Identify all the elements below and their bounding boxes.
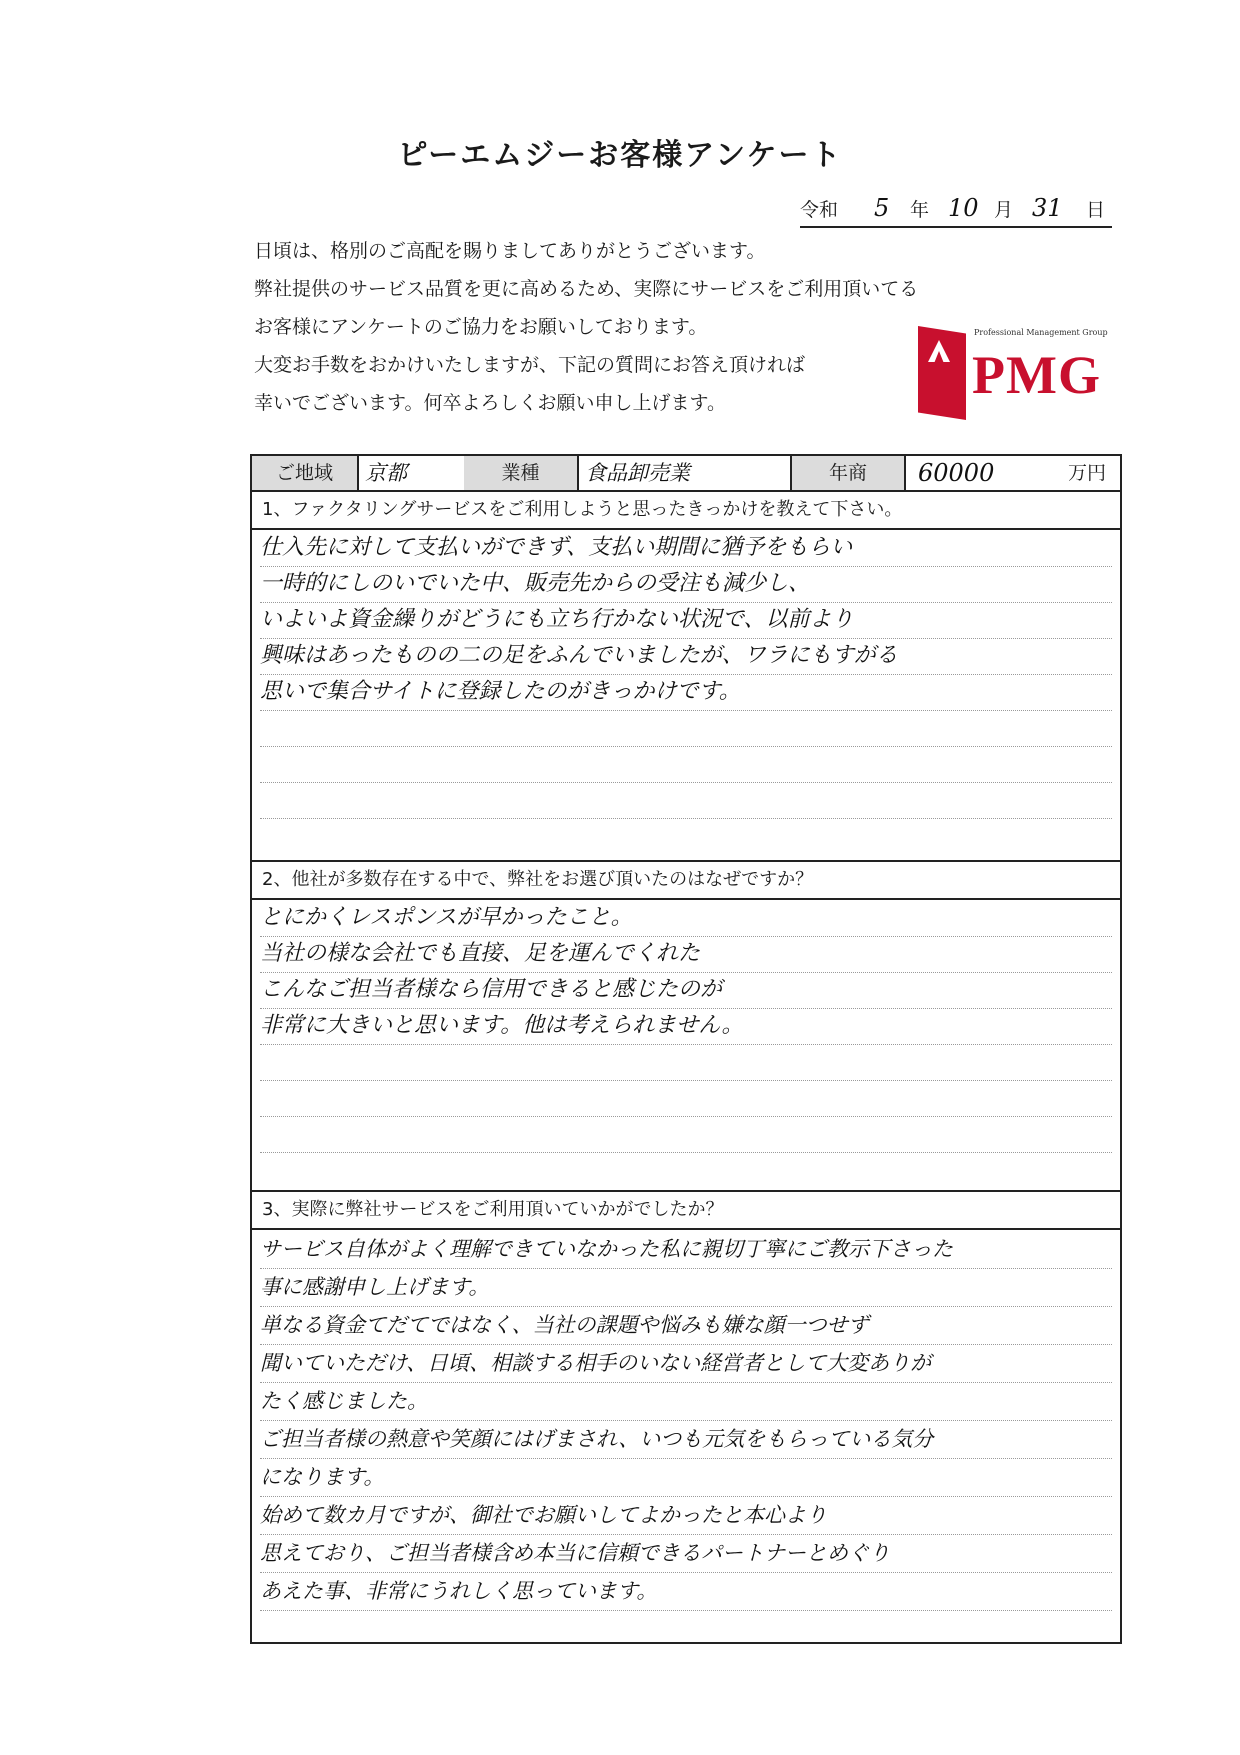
- rule-line: [260, 1610, 1112, 1611]
- answer-line: 思えており、ご担当者様含め本当に信頼できるパートナーとめぐり: [260, 1541, 890, 1565]
- answer-line: 始めて数カ月ですが、御社でお願いしてよかったと本心より: [260, 1503, 827, 1527]
- industry-label: 業種: [464, 456, 579, 490]
- answer-line: たく感じました。: [260, 1389, 428, 1413]
- intro-text: [254, 232, 974, 422]
- answer-line: 事に感謝申し上げます。: [260, 1275, 490, 1299]
- pmg-logo: [918, 322, 1108, 422]
- rule-line: [260, 1152, 1112, 1153]
- answer-line: こんなご担当者様なら信用できると感じたのが: [260, 977, 723, 1002]
- section-q1: [252, 492, 1120, 860]
- answer-line: あえた事、非常にうれしく思っています。: [260, 1579, 658, 1603]
- intro-line: 幸いでございます。何卒よろしくお願い申し上げます。: [254, 392, 726, 414]
- rule-line: [260, 710, 1112, 711]
- date-year: 5: [874, 194, 890, 222]
- logo-tagline: Professional Management Group: [974, 328, 1108, 337]
- rule-line: [260, 1116, 1112, 1117]
- answer-3: [260, 1230, 1110, 1610]
- date-day: 31: [1032, 194, 1063, 222]
- answer-2: [260, 900, 1110, 1044]
- intro-line: お客様にアンケートのご協力をお願いしております。: [254, 316, 708, 338]
- region-label: ご地域: [252, 456, 359, 490]
- date-day-unit: 日: [1086, 199, 1106, 221]
- revenue-unit: 万円: [1067, 462, 1106, 484]
- answer-line: 聞いていただけ、日頃、相談する相手のいない経営者として大変ありが: [260, 1351, 932, 1375]
- answer-line: 単なる資金てだてではなく、当社の課題や悩みも嫌な顔一つせず: [260, 1313, 869, 1337]
- answer-line: とにかくレスポンスが早かったこと。: [260, 905, 633, 930]
- question-3: 3、実際に弊社サービスをご利用頂いていかがでしたか？: [252, 1192, 1120, 1230]
- revenue-label: 年商: [792, 456, 906, 490]
- pmg-mark-icon: [918, 326, 966, 420]
- survey-title: ピーエムジーお客様アンケート: [397, 138, 843, 173]
- header-row: [252, 456, 1120, 492]
- answer-line: 仕入先に対して支払いができず、支払い期間に猶予をもらい: [260, 535, 853, 560]
- answer-line: 非常に大きいと思います。他は考えられません。: [260, 1013, 744, 1038]
- intro-line: 大変お手数をおかけいたしますが、下記の質問にお答え頂ければ: [254, 354, 806, 376]
- answer-line: ご担当者様の熱意や笑顔にはげまされ、いつも元気をもらっている気分: [260, 1427, 934, 1451]
- region-value: 京都: [359, 456, 470, 490]
- answer-line: 思いで集合サイトに登録したのがきっかけです。: [260, 679, 741, 704]
- rule-line: [260, 1080, 1112, 1081]
- rule-line: [260, 818, 1112, 819]
- date-era: 令和: [800, 199, 839, 221]
- answer-line: 興味はあったものの二の足をふんでいましたが、ワラにもすがる: [260, 643, 898, 668]
- revenue-value: 60000: [918, 459, 995, 487]
- answer-line: になります。: [260, 1465, 385, 1489]
- intro-line: 日頃は、格別のご高配を賜りましてありがとうございます。: [254, 240, 766, 262]
- industry-value: 食品卸売業: [579, 456, 792, 490]
- survey-form: [250, 454, 1122, 1644]
- intro-line: 弊社提供のサービス品質を更に高めるため、実際にサービスをご利用頂いてる: [254, 278, 919, 300]
- rule-line: [260, 1044, 1112, 1045]
- question-2: 2、他社が多数存在する中で、弊社をお選び頂いたのはなぜですか？: [252, 862, 1120, 900]
- answer-line: 当社の様な会社でも直接、足を運んでくれた: [260, 941, 701, 966]
- date-month-unit: 月: [994, 199, 1014, 221]
- answer-line: サービス自体がよく理解できていなかった私に親切丁寧にご教示下さった: [260, 1237, 953, 1261]
- question-1: 1、ファクタリングサービスをご利用しようと思ったきっかけを教えて下さい。: [252, 492, 1120, 530]
- section-q3: [252, 1192, 1120, 1642]
- section-q2: [252, 862, 1120, 1190]
- answer-1: [260, 530, 1110, 710]
- logo-name: PMG: [972, 345, 1101, 405]
- rule-line: [260, 782, 1112, 783]
- date-year-unit: 年: [910, 199, 930, 221]
- rule-line: [260, 746, 1112, 747]
- answer-line: いよいよ資金繰りがどうにも立ち行かない状況で、以前より: [260, 607, 854, 632]
- date-month: 10: [948, 194, 979, 222]
- date-line: [800, 192, 1112, 228]
- answer-line: 一時的にしのいでいた中、販売先からの受注も減少し、: [260, 571, 811, 596]
